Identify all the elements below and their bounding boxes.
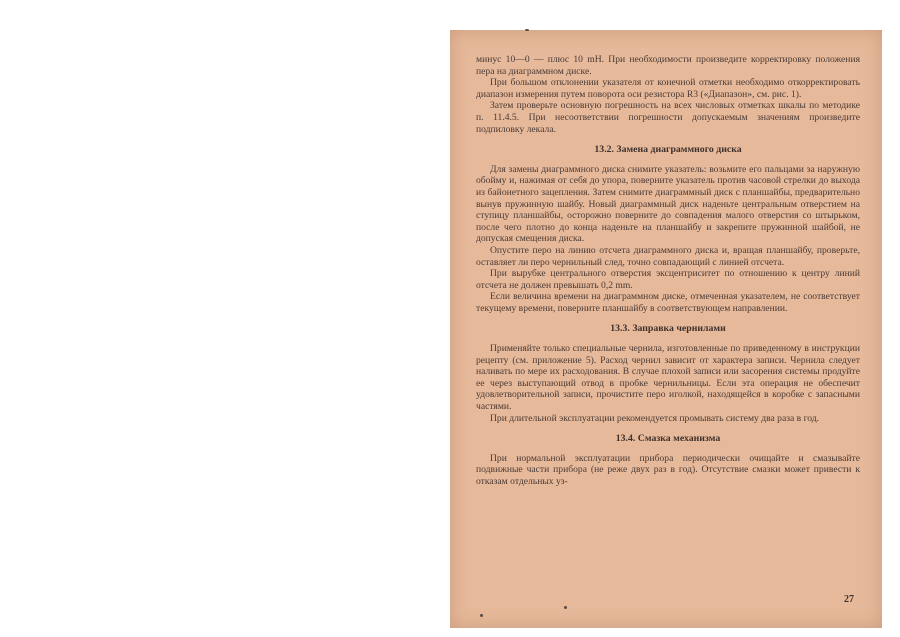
paragraph: Опустите перо на линию отсчета диаграммного диска и, вращая планшайбу, проверьте, оставляет ли перо чернильный след, точно совпадающий с линией отсчета. <box>476 244 860 268</box>
paragraph: Применяйте только специальные чернила, изготовленные по приведенному в инструкции рецепту (см. приложение 5). Расход чернил зависит от характера записи. Чернила следует наливать по мере их расходования. В случае плохой записи или засорения системы продуйте ее через выступающий отвод в пробке чернильницы. Если эта операция не обеспечит удовлетворительной записи, прочистите перо иголкой, находящейся в коробке с запасными частями. <box>476 343 860 413</box>
paragraph: Затем проверьте основную погрешность на всех числовых отметках шкалы по методике п. 11.4.5. При несоответствии погрешности допускаемым значениям произведите подпиловку лекала. <box>476 100 860 135</box>
paragraph: При большом отклонении указателя от конечной отметки необходимо откорректировать диапазон измерения путем поворота оси резистора R3 («Диапазон», см. рис. 1). <box>476 77 860 100</box>
paragraph: При нормальной эксплуатации прибора периодически очищайте и смазывайте подвижные части прибора (не реже двух раз в год). Отсутствие смазки может привести к отказам отдельных уз- <box>476 452 860 487</box>
book-page <box>450 30 882 628</box>
paragraph: При длительной эксплуатации рекомендуется промывать систему два раза в год. <box>490 412 820 424</box>
paragraph: Для замены диаграммного диска снимите указатель: возьмите его пальцами за наружную обойму и, нажимая от себя до упора, поверните указатель против часовой стрелки до выхода из байонетного зацепления. Затем снимите диаграммный диск с планшайбы, предварительно вынув пружинную шайбу. Новый диаграммный диск наденьте центральным отверстием на ступицу планшайбы, осторожно поверните до совпадения малого отверстия со штырьком, после чего плотно до конца наденьте на планшайбу и закрепите пружинной шайбой, не допуская смещения диска. <box>476 163 860 245</box>
page-number: 27 <box>844 594 854 605</box>
section-heading-13-2: 13.2. Замена диаграммного диска <box>594 144 742 156</box>
paper-speck <box>525 29 529 31</box>
section-heading-13-3: 13.3. Заправка чернилами <box>610 323 726 335</box>
page-text <box>476 54 860 488</box>
paragraph: Если величина времени на диаграммном диске, отмеченная указателем, не соответствует текущему времени, поверните планшайбу в соответствующем направлении. <box>476 291 860 314</box>
paragraph: минус 10—0 — плюс 10 mH. При необходимости произведите корректировку положения пера на диаграммном диске. <box>476 54 860 77</box>
paragraph: При вырубке центрального отверстия эксцентриситет по отношению к центру линий отсчета не должен превышать 0,2 mm. <box>476 268 860 291</box>
paper-speck <box>480 614 483 617</box>
paper-speck <box>564 606 567 609</box>
section-heading-13-4: 13.4. Смазка механизма <box>615 433 721 445</box>
